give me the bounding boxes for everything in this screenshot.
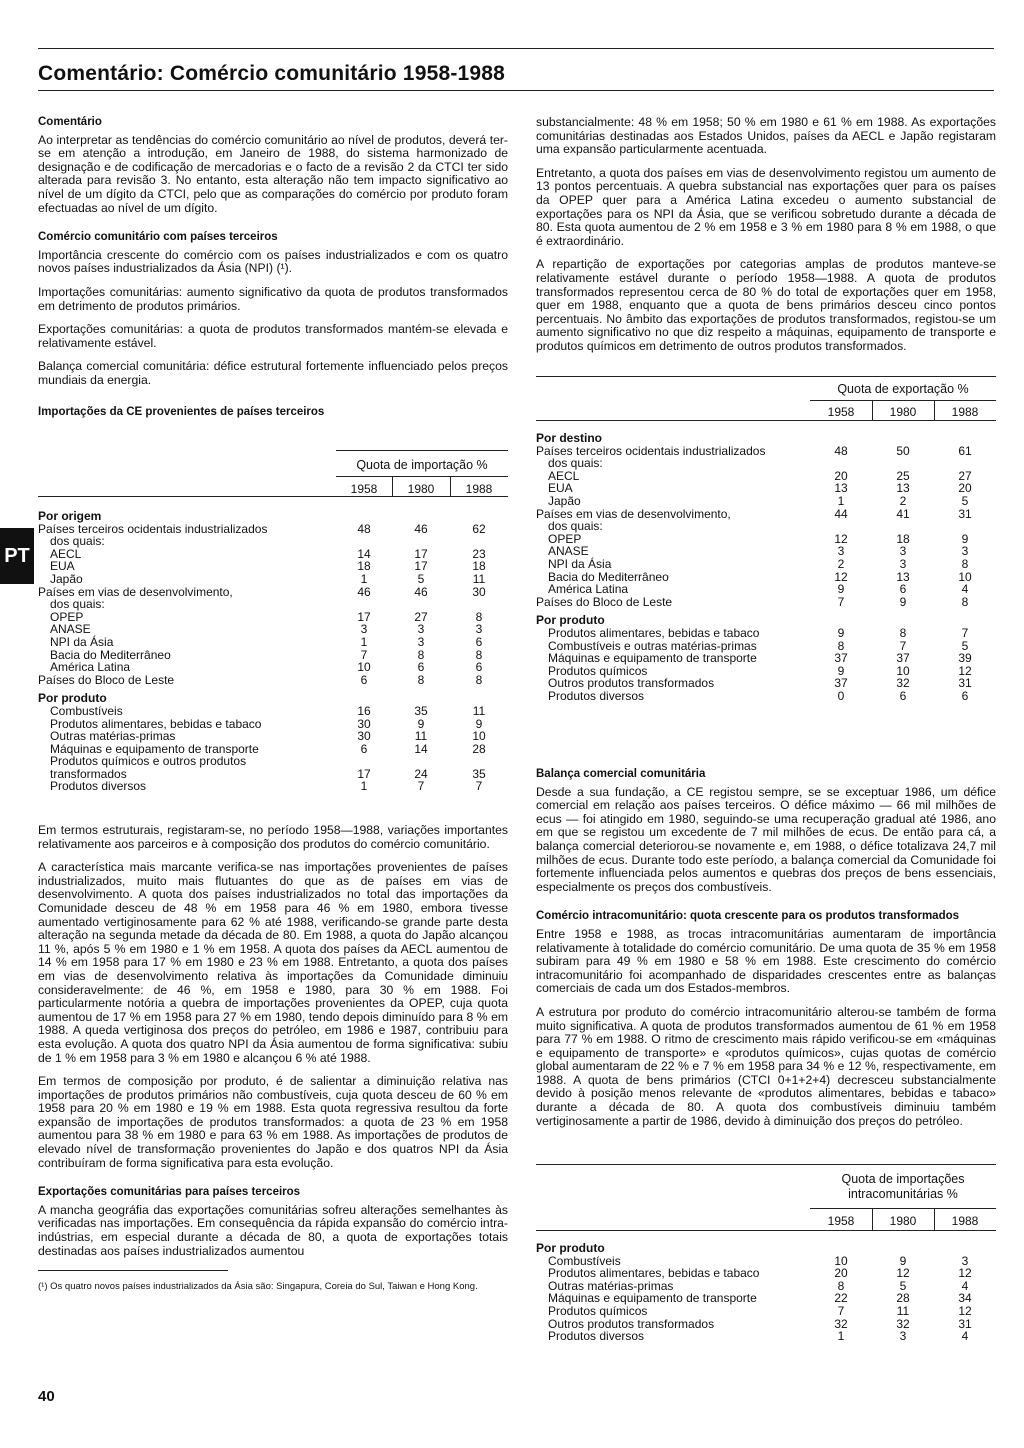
cell-value: 17 — [357, 766, 371, 781]
cell-value: 28 — [472, 741, 486, 756]
row-label: NPI da Ásia — [50, 634, 114, 649]
cell-value: 14 — [357, 546, 371, 561]
paragraph: A repartição de exportações por categorias amplas de produtos manteve-se relativamente estável durante o período 1958—1988. A quota de produtos transformados representou cerca de 80 % do total de exportações quer em 1958, quer em 1988, enquanto que a quota de bens primários desceu cinco pontos percentuais. No âmbito das exportações de produtos transformados, registou-se um aumento significativo no que diz respeito a máquinas, equipamento de transporte e produtos químicos em detrimento de outros produtos transformados. — [536, 257, 996, 353]
row-label: América Latina — [548, 582, 629, 597]
paragraph: Entretanto, a quota dos países em vias de desenvolvimento registou um aumento de 13 pontos percentuais. A quebra substancial nas exportações quer para os países da OPEP quer para a América Latina excedeu o aumento substancial de exportações para os NPI da Ásia, que se verificou sobretudo durante a década de 80. Esta quota aumentou de 2 % em 1958 e 3 % em 1980 para 8 % em 1988, o que é extraordinário. — [536, 165, 996, 248]
row-label: Japão — [548, 493, 581, 508]
cell-value: 37 — [834, 651, 848, 666]
cell-value — [392, 598, 450, 611]
cell-value: 10 — [357, 660, 371, 675]
cell-value — [336, 504, 392, 523]
cell-value: 9 — [417, 716, 425, 731]
paragraph: Balança comercial comunitária: défice estrutural fortemente influenciado pelos preços mundiais da energia. — [38, 359, 508, 387]
cell-value: 18 — [472, 559, 486, 574]
cell-value: 41 — [896, 506, 910, 521]
table-row — [38, 755, 508, 768]
cell-value: 32 — [896, 676, 910, 691]
cell-value: 34 — [958, 1291, 972, 1306]
cell-value: 8 — [475, 672, 483, 687]
row-label: Máquinas e equipamento de transporte — [548, 651, 757, 666]
footnote: (¹) Os quatro novos países industrializados da Ásia são: Singapura, Coreia do Sul, Taiwan e Hong Kong. — [38, 1281, 478, 1293]
cell-value: 11 — [414, 729, 428, 744]
paragraph: Ao interpretar as tendências do comércio comunitário ao nível de produtos, deverá ter-se em atenção a introdução, em Janeiro de 1988, do sistema harmonizado de designação e de codificação de mercadorias e o facto de a revisão 2 da CTCI ter sido alterada para revisão 3. No entanto, esta alteração não tem impacto significativo ao nível de um dígito da CTCI, pelo que as comparações do comércio por produto foram efectuadas ao nível de um dígito. — [38, 132, 508, 215]
intra-table — [536, 1236, 996, 1343]
cell-value: 22 — [834, 1291, 848, 1306]
row-label: Produtos alimentares, bebidas e tabaco — [548, 1266, 760, 1281]
table-row — [536, 652, 996, 665]
row-label: Outros produtos transformados — [548, 676, 715, 691]
cell-value: 4 — [961, 1329, 969, 1344]
cell-value: 30 — [357, 729, 371, 744]
cell-value: 31 — [958, 1316, 972, 1331]
row-label: Produtos químicos — [548, 1303, 648, 1318]
row-label: Produtos químicos e outros produtos — [50, 754, 247, 769]
cell-value: 8 — [417, 672, 425, 687]
cell-value: 9 — [899, 1253, 907, 1268]
cell-value — [934, 426, 996, 445]
cell-value — [450, 504, 508, 523]
cell-value: 7 — [899, 638, 907, 653]
cell-value: 4 — [961, 582, 969, 597]
table-row — [536, 445, 996, 458]
cell-value: 11 — [472, 703, 486, 718]
page-number: 40 — [38, 1388, 55, 1405]
paragraph: substancialmente: 48 % em 1958; 50 % em 1980 e 61 % em 1988. As exportações comunitárias destinadas aos Estados Unidos, países da AECL e Japão registaram uma expansão particularmente acentuada. — [536, 115, 996, 157]
table-row — [536, 482, 996, 495]
cell-value: 11 — [896, 1303, 910, 1318]
cell-value: 9 — [899, 594, 907, 609]
year-header: 1988 — [951, 405, 979, 419]
paragraph: Exportações comunitárias: a quota de produtos transformados mantém-se elevada e relativamente estável. — [38, 322, 508, 350]
cell-value — [810, 1236, 872, 1255]
row-label: Outras matérias-primas — [50, 729, 176, 744]
caption-line: intracomunitárias % — [848, 1187, 958, 1201]
cell-value: 44 — [834, 506, 848, 521]
row-label: ANASE — [548, 544, 589, 559]
cell-value: 12 — [958, 1303, 972, 1318]
cell-value: 17 — [357, 609, 371, 624]
cell-value: 12 — [834, 531, 848, 546]
cell-value: 7 — [837, 594, 845, 609]
cell-value: 12 — [834, 569, 848, 584]
table-row — [536, 1305, 996, 1318]
left-column-top — [38, 116, 508, 423]
cell-value: 7 — [837, 1303, 845, 1318]
cell-value: 16 — [357, 703, 371, 718]
cell-value: 18 — [896, 531, 910, 546]
cell-value: 6 — [475, 634, 483, 649]
row-label: Países terceiros ocidentais industrializados — [536, 443, 766, 458]
cell-value: 17 — [414, 559, 428, 574]
row-label: Países do Bloco de Leste — [536, 594, 673, 609]
cell-value: 46 — [414, 584, 428, 599]
row-label: Países do Bloco de Leste — [38, 672, 175, 687]
left-column-bottom — [38, 824, 508, 1293]
table-row — [536, 677, 996, 690]
paragraph: Importância crescente do comércio com os países industrializados e com os quatro novos países industrializados da Ásia (NPI) (¹). — [38, 247, 508, 276]
cell-value: 20 — [958, 481, 972, 496]
table-group-row — [38, 686, 508, 705]
cell-value: 13 — [834, 481, 848, 496]
row-label: Países terceiros ocidentais industrializados — [38, 521, 268, 536]
cell-value: 2 — [899, 493, 907, 508]
table-row — [536, 596, 996, 609]
cell-value — [392, 504, 450, 523]
cell-value: 7 — [961, 625, 969, 640]
table-group-row — [536, 608, 996, 627]
year-header: 1980 — [407, 482, 435, 496]
row-label: Produtos alimentares, bebidas e tabaco — [50, 716, 262, 731]
table-row — [38, 535, 508, 548]
row-label: AECL — [548, 468, 580, 483]
row-label: Combustíveis — [548, 1253, 621, 1268]
cell-value: 9 — [475, 716, 483, 731]
row-label: NPI da Ásia — [548, 556, 612, 571]
cell-value: 27 — [958, 468, 972, 483]
year-header: 1958 — [827, 405, 855, 419]
cell-value: 12 — [958, 1266, 972, 1281]
table-row — [536, 520, 996, 533]
cell-value: 30 — [472, 584, 486, 599]
row-label: Por produto — [38, 691, 107, 706]
table-row — [536, 1330, 996, 1343]
cell-value: 31 — [958, 676, 972, 691]
table-row — [536, 558, 996, 571]
table-row — [536, 457, 996, 470]
row-label: Produtos químicos — [548, 663, 648, 678]
cell-value: 4 — [961, 1278, 969, 1293]
cell-value: 9 — [961, 531, 969, 546]
cell-value: 25 — [896, 468, 910, 483]
cell-value: 9 — [837, 625, 845, 640]
table-group-row — [38, 504, 508, 523]
cell-value: 5 — [961, 493, 969, 508]
paragraph: A estrutura por produto do comércio intracomunitário alterou-se também de forma muito significativa. A quota de produtos transformados aumentou de 61 % em 1958 para 77 % em 1988. O ritmo de crescimento mais rápido verificou-se em «máquinas e equipamento de transporte» e «produtos químicos», cujas quotas de comércio global aumentaram de 22 % e 7 % em 1958 para 34 % e 12 %, respectivamente, em 1988. A quota de bens primários (CTCI 0+1+2+4) decresceu substancialmente devido à posição menos relevante de «produtos alimentares, bebidas e tabaco» durante a década de 80. A quota dos combustíveis diminuiu também vertiginosamente a partir de 1986, devido à diminuição dos preços do petróleo. — [536, 1004, 996, 1128]
table-row — [536, 583, 996, 596]
table-row — [38, 674, 508, 687]
table-row — [38, 636, 508, 649]
cell-value: 3 — [475, 622, 483, 637]
cell-value: 46 — [414, 521, 428, 536]
table-row — [38, 598, 508, 611]
cell-value — [934, 457, 996, 470]
row-label: Produtos diversos — [50, 779, 147, 794]
paragraph: A característica mais marcante verifica-se nas importações provenientes de países industrializados, muito mais flutuantes do que as de países em vias de desenvolvimento. A quota dos países industrializados no total das importações da Comunidade desceu de 48 % em 1958 para 46 % em 1980, embora tivesse aumentado vertiginosamente para 62 % até 1988, verificando-se grande parte desta alteração na segunda metade da década de 80. Em 1988, a quota do Japão alcançou 11 %, após 5 % em 1980 e 1 % em 1958. A quota dos países da AECL aumentou de 14 % em 1958 para 17 % em 1980 e 23 % em 1988. Entretanto, a quota dos países em vias de desenvolvimento relativa às importações da Comunidade diminuiu consideravelmente: de 46 %, em 1958 e 1980, para 30 % em 1988. Foi particularmente notória a quebra de importações provenientes da OPEP, cuja quota aumentou de 17 % em 1958 para 27 % em 1980, tendo depois diminuído para 8 % em 1988. A queda vertiginosa dos preços do petróleo, em 1986 e 1987, contribuiu para esta evolução. A quota dos quatro NPI da Ásia aumentou de forma significativa: subiu de 1 % em 1958 para 3 % em 1980 e alcançou 6 % até 1988. — [38, 860, 508, 1065]
cell-value: 11 — [472, 571, 486, 586]
cell-value: 32 — [896, 1316, 910, 1331]
row-label: Bacia do Mediterrâneo — [548, 569, 669, 584]
cell-value — [872, 520, 934, 533]
cell-value: 1 — [360, 634, 368, 649]
cell-value — [392, 535, 450, 548]
cell-value: 3 — [417, 622, 425, 637]
cell-value: 10 — [834, 1253, 848, 1268]
section-heading-terceiros: Comércio comunitário com países terceiros — [38, 231, 278, 244]
row-label: Produtos diversos — [548, 1329, 645, 1344]
paragraph: Desde a sua fundação, a CE registou sempre, se se exceptuar 1986, um défice comercial em relação aos países terceiros. O défice máximo — 66 mil milhões de ecus — foi atingido em 1980, seguindo-se uma recuperação gradual até 1986, ano em que se registou um excedente de 7 mil milhões de ecus. De então para cá, a balança comercial deteriorou-se novamente e, em 1988, o défice totalizava 24,7 mil milhões de ecus. Durante todo este período, a balança comercial da Comunidade foi fortemente influenciada pelos aumentos e quebras dos preços de bens essenciais, especialmente os preços dos combustíveis. — [536, 784, 996, 894]
year-header: 1988 — [465, 482, 493, 496]
table-group-row — [536, 1236, 996, 1255]
row-label: Combustíveis — [50, 703, 123, 718]
year-header: 1980 — [889, 1214, 917, 1228]
row-label: OPEP — [50, 609, 84, 624]
cell-value: 31 — [958, 506, 972, 521]
cell-value: 20 — [834, 1266, 848, 1281]
cell-value: 1 — [360, 571, 368, 586]
cell-value: 3 — [899, 556, 907, 571]
cell-value: 8 — [475, 647, 483, 662]
row-label: América Latina — [50, 660, 131, 675]
cell-value — [934, 608, 996, 627]
import-table — [38, 504, 508, 793]
cell-value: 13 — [896, 481, 910, 496]
row-label: Por produto — [536, 1241, 605, 1255]
table-row — [38, 661, 508, 674]
cell-value: 8 — [475, 609, 483, 624]
cell-value: 8 — [961, 556, 969, 571]
cell-value: 3 — [899, 1329, 907, 1344]
paragraph: Entre 1958 e 1988, as trocas intracomunitárias aumentaram de importância relativamente à totalidade do comércio comunitário. De uma quota de 35 % em 1958 subiram para 49 % em 1980 e 58 % em 1988. Este crescimento do comércio intracomunitário foi acompanhado de disparidades crescentes entre as balanças comerciais de cada um dos Estados-membros. — [536, 926, 996, 996]
cell-value: 0 — [837, 688, 845, 703]
cell-value: 48 — [834, 443, 848, 458]
cell-value: 10 — [896, 663, 910, 678]
export-table — [536, 426, 996, 702]
cell-value — [872, 457, 934, 470]
section-heading-balanca: Balança comercial comunitária — [536, 768, 706, 780]
cell-value: 32 — [834, 1316, 848, 1331]
cell-value — [450, 686, 508, 705]
row-label: dos quais: — [548, 456, 603, 471]
cell-value — [810, 426, 872, 445]
cell-value: 5 — [961, 638, 969, 653]
row-label: dos quais: — [50, 597, 105, 612]
cell-value: 8 — [837, 638, 845, 653]
cell-value: 3 — [837, 544, 845, 559]
cell-value: 3 — [961, 1253, 969, 1268]
cell-value: 1 — [837, 1329, 845, 1344]
cell-value — [336, 535, 392, 548]
table-row — [536, 1267, 996, 1280]
cell-value: 3 — [961, 544, 969, 559]
cell-value: 30 — [357, 716, 371, 731]
cell-value: 24 — [414, 766, 428, 781]
row-label: dos quais: — [548, 519, 603, 534]
row-label: EUA — [548, 481, 573, 496]
row-label: Máquinas e equipamento de transporte — [548, 1291, 757, 1306]
cell-value: 2 — [837, 556, 845, 571]
year-header: 1958 — [827, 1214, 855, 1228]
cell-value: 13 — [896, 569, 910, 584]
cell-value: 8 — [899, 625, 907, 640]
section-heading-importacoes: Importações da CE provenientes de países terceiros — [38, 405, 325, 418]
cell-value: 7 — [475, 779, 483, 794]
row-label: Por origem — [38, 509, 102, 523]
cell-value — [450, 535, 508, 548]
cell-value: 1 — [360, 779, 368, 794]
cell-value — [450, 755, 508, 768]
cell-value: 18 — [357, 559, 371, 574]
row-label: Outros produtos transformados — [548, 1316, 715, 1331]
cell-value: 37 — [896, 651, 910, 666]
cell-value: 37 — [834, 676, 848, 691]
language-tab: PT — [0, 528, 34, 584]
cell-value: 6 — [360, 672, 368, 687]
cell-value: 3 — [899, 544, 907, 559]
cell-value: 48 — [357, 521, 371, 536]
table-row — [38, 548, 508, 561]
paragraph: A mancha geográfia das exportações comunitárias sofreu alterações semelhantes às verificadas nas importações. Em consequência da rápida expansão do comércio intra-indústrias, em especial durante a década de 80, a quota de exportações totais destinadas aos países industrializados aumentou — [38, 1202, 508, 1258]
cell-value: 5 — [899, 1278, 907, 1293]
right-column-top — [536, 116, 996, 364]
cell-value: 17 — [414, 546, 428, 561]
row-label: Combustíveis e outras matérias-primas — [548, 638, 757, 653]
intra-table-caption — [810, 1172, 996, 1202]
cell-value — [336, 686, 392, 705]
cell-value: 12 — [958, 663, 972, 678]
cell-value — [872, 426, 934, 445]
row-label: Produtos diversos — [548, 688, 645, 703]
row-label: ANASE — [50, 622, 91, 637]
row-label: Por destino — [536, 431, 603, 445]
cell-value: 8 — [961, 594, 969, 609]
paragraph: Em termos estruturais, registaram-se, no período 1958—1988, variações importantes relativamente aos parceiros e à composição dos produtos do comércio comunitário. — [38, 823, 508, 851]
year-header: 1958 — [350, 482, 378, 496]
cell-value — [810, 457, 872, 470]
cell-value — [934, 1236, 996, 1255]
cell-value — [872, 608, 934, 627]
cell-value: 35 — [472, 766, 486, 781]
cell-value: 23 — [472, 546, 486, 561]
cell-value — [934, 520, 996, 533]
table-row — [38, 730, 508, 743]
cell-value: 7 — [360, 647, 368, 662]
cell-value: 3 — [360, 622, 368, 637]
cell-value: 62 — [472, 521, 486, 536]
caption-line: Quota de importações — [841, 1172, 965, 1186]
cell-value: 35 — [414, 703, 428, 718]
cell-value: 28 — [896, 1291, 910, 1306]
cell-value: 27 — [414, 609, 428, 624]
row-label: AECL — [50, 546, 82, 561]
cell-value — [392, 686, 450, 705]
row-label: dos quais: — [50, 534, 105, 549]
cell-value: 6 — [417, 660, 425, 675]
cell-value — [810, 608, 872, 627]
table-row — [536, 470, 996, 483]
row-label: Outras matérias-primas — [548, 1278, 674, 1293]
cell-value — [336, 598, 392, 611]
year-header: 1980 — [889, 405, 917, 419]
cell-value: 6 — [961, 688, 969, 703]
table-row — [536, 627, 996, 640]
table-group-row — [536, 426, 996, 445]
cell-value: 10 — [472, 729, 486, 744]
cell-value: 1 — [837, 493, 845, 508]
cell-value — [336, 755, 392, 768]
cell-value: 6 — [475, 660, 483, 675]
cell-value: 9 — [837, 663, 845, 678]
year-header: 1988 — [951, 1214, 979, 1228]
cell-value: 10 — [958, 569, 972, 584]
cell-value: 5 — [417, 571, 425, 586]
cell-value: 6 — [899, 688, 907, 703]
table-row — [536, 533, 996, 546]
paragraph: Em termos de composição por produto, é de salientar a diminuição relativa nas importações de produtos primários não combustíveis, cuja quota desceu de 60 % em 1958 para 20 % em 1980 e 19 % em 1988. Esta quota regressiva resultou da forte expansão de importações de produtos transformados: a quota de 23 % em 1958 aumentou para 38 % em 1980 e para 63 % em 1988. As importações de produtos de elevado nível de transformação provenientes do Japão e dos quatros NPI da Ásia contribuíram de forma significativa para esta evolução. — [38, 1074, 508, 1170]
table-row — [536, 508, 996, 521]
export-table-caption: Quota de exportação % — [837, 382, 969, 396]
section-heading-comentario: Comentário — [38, 116, 102, 128]
table-row — [38, 611, 508, 624]
cell-value — [450, 598, 508, 611]
paragraph: Importações comunitárias: aumento significativo da quota de produtos transformados em detrimento de produtos primários. — [38, 284, 508, 313]
right-column-bottom — [536, 768, 996, 1140]
import-table-caption: Quota de importação % — [356, 458, 488, 472]
table-row — [38, 780, 508, 793]
row-label: transformados — [50, 766, 127, 781]
row-label: Por produto — [536, 613, 605, 628]
cell-value: 3 — [417, 634, 425, 649]
cell-value — [392, 755, 450, 768]
table-row — [536, 690, 996, 703]
row-label: EUA — [50, 559, 75, 574]
table-row — [38, 586, 508, 599]
table-row — [38, 705, 508, 718]
cell-value: 6 — [899, 582, 907, 597]
row-label: Produtos alimentares, bebidas e tabaco — [548, 625, 760, 640]
table-row — [536, 495, 996, 508]
row-label: Máquinas e equipamento de transporte — [50, 741, 259, 756]
cell-value — [872, 1236, 934, 1255]
row-label: Países em vias de desenvolvimento, — [536, 506, 731, 521]
section-heading-exportacoes: Exportações comunitárias para países terceiros — [38, 1186, 301, 1199]
row-label: Bacia do Mediterrâneo — [50, 647, 171, 662]
cell-value: 6 — [360, 741, 368, 756]
cell-value — [810, 520, 872, 533]
cell-value: 20 — [834, 468, 848, 483]
page-title: Comentário: Comércio comunitário 1958-1988 — [38, 62, 506, 85]
cell-value: 46 — [357, 584, 371, 599]
cell-value: 50 — [896, 443, 910, 458]
cell-value: 61 — [958, 443, 972, 458]
cell-value: 8 — [417, 647, 425, 662]
table-row — [38, 523, 508, 536]
cell-value: 39 — [958, 651, 972, 666]
row-label: Países em vias de desenvolvimento, — [38, 584, 233, 599]
row-label: OPEP — [548, 531, 582, 546]
section-heading-intracomunitario: Comércio intracomunitário: quota crescente para os produtos transformados — [536, 910, 960, 923]
cell-value: 14 — [414, 741, 428, 756]
table-row — [38, 573, 508, 586]
cell-value: 9 — [837, 582, 845, 597]
table-row — [38, 560, 508, 573]
row-label: Japão — [50, 571, 83, 586]
cell-value: 7 — [417, 779, 425, 794]
cell-value: 12 — [896, 1266, 910, 1281]
cell-value: 8 — [837, 1278, 845, 1293]
